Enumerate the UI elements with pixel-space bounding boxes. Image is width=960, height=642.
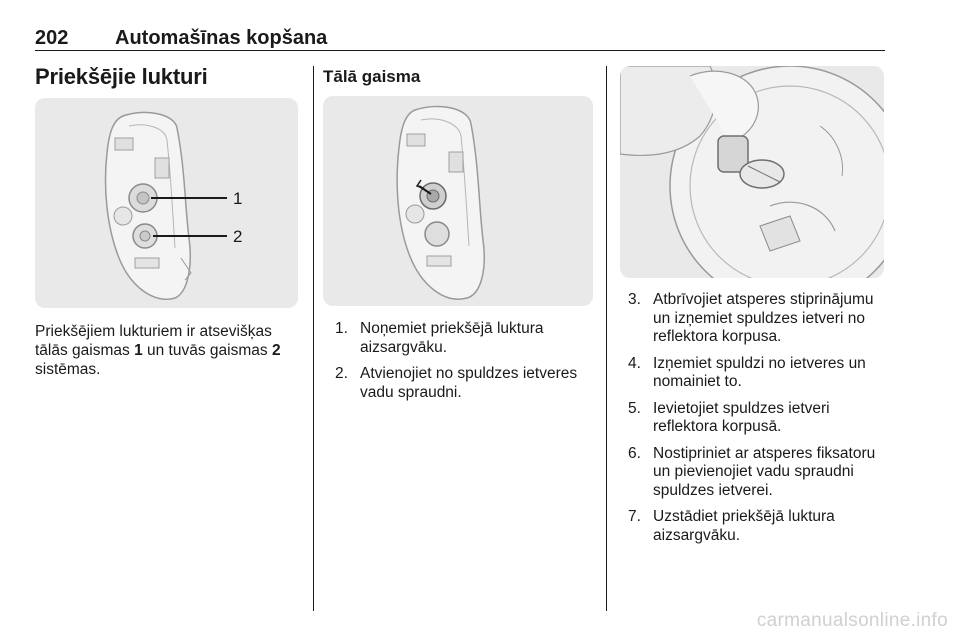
section-title: Priekšējie lukturi bbox=[35, 64, 208, 89]
headlamp-rear-figure bbox=[35, 98, 298, 308]
bulb-removal-illustration bbox=[620, 66, 884, 278]
list-item: 7. Uzstādiet priekšējā luktura aizsargvāku. bbox=[628, 508, 835, 544]
callout-2: 2 bbox=[233, 227, 243, 246]
page-title: Automašīnas kopšana bbox=[115, 27, 328, 49]
list-item: 1. Noņemiet priekšējā luktura aizsargvāku. bbox=[335, 320, 544, 356]
high-beam-cover-figure bbox=[323, 96, 593, 306]
bold-callout-1: 1 bbox=[134, 342, 143, 359]
list-item: 2. Atvienojiet no spuldzes ietveres vadu spraudni. bbox=[335, 365, 578, 401]
high-beam-illustration bbox=[323, 96, 593, 306]
steps-list-right bbox=[628, 291, 890, 553]
page-header bbox=[35, 28, 885, 51]
callout-1: 1 bbox=[233, 189, 243, 208]
list-item: 4. Izņemiet spuldzi no ietveres un nomainiet to. bbox=[628, 354, 866, 390]
steps-list-left bbox=[335, 320, 585, 410]
bold-callout-2: 2 bbox=[271, 342, 281, 359]
list-item: 5. Ievietojiet spuldzes ietveri reflektora korpusā. bbox=[628, 399, 830, 435]
watermark: carmanualsonline.info bbox=[756, 610, 948, 631]
page-number: 202 bbox=[35, 27, 69, 49]
list-item: 6. Nostipriniet ar atsperes fiksatoru un pievienojiet vadu spraudni spuldzes ietverei. bbox=[628, 444, 876, 499]
intro-paragraph: Priekšējiem lukturiem ir atsevišķas tālās gaismas 1 un tuvās gaismas 2 sistēmas. bbox=[35, 323, 281, 378]
column-divider-1 bbox=[313, 66, 314, 611]
column-divider-2 bbox=[606, 66, 607, 611]
bulb-removal-figure bbox=[620, 66, 884, 278]
subsection-title: Tālā gaisma bbox=[323, 67, 421, 86]
list-item: 3. Atbrīvojiet atsperes stiprinājumu un izņemiet spuldzes ietveri no reflektora korpusa. bbox=[628, 291, 874, 345]
headlamp-illustration bbox=[35, 98, 298, 308]
